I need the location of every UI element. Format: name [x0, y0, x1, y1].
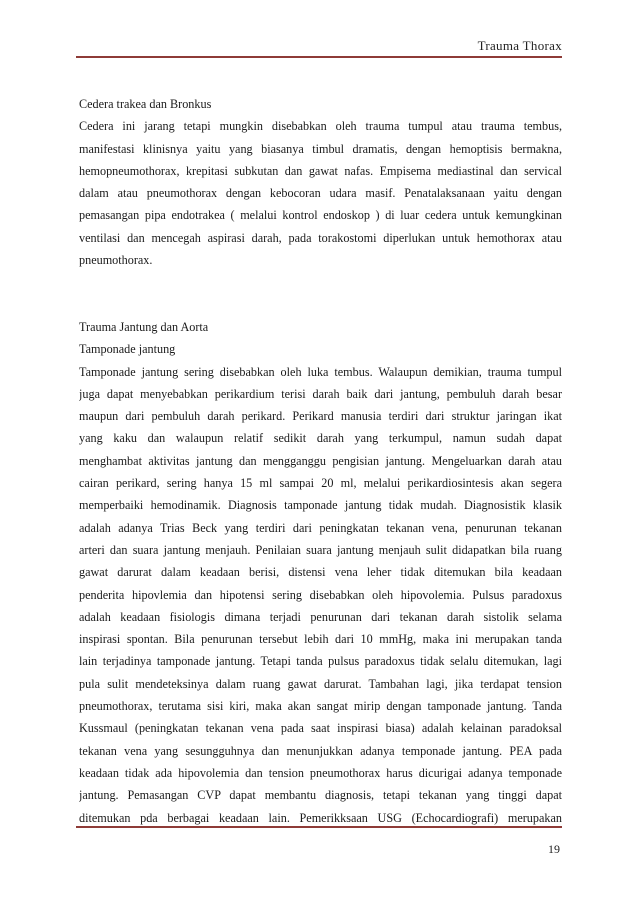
- text-line: maupun dari pembuluh darah perikard. Perikard manusia terdiri dari struktur jaringan ikat: [79, 409, 562, 424]
- text-line: lain terjadinya tamponade jantung. Tetapi tanda pulsus paradoxus tidak selalu ditemukan, lagi: [79, 654, 562, 669]
- text-line: cairan perikard, sering hanya 15 ml sampai 20 ml, melalui perikardiosintesis akan segera: [79, 476, 562, 491]
- subheading-tamponade: Tamponade jantung: [79, 342, 176, 357]
- text-line: dalam atau pneumothorax dengan kebocoran udara masif. Penatalaksanaan yaitu dengan: [79, 186, 562, 201]
- text-line: Kussmaul (peningkatan tekanan vena pada saat inspirasi biasa) adalah kelainan paradoksal: [79, 721, 562, 736]
- text-line: keadaan tidak ada hipovolemia dan tension pneumothorax harus dicurigai adanya temponade: [79, 765, 562, 780]
- running-header-title: Trauma Thorax: [477, 38, 562, 53]
- text-line: adalah keadaan fisiologis dimana terjadi penurunan dari tekanan darah sistolik selama: [79, 609, 562, 624]
- text-line: ditemukan pda berbagai keadaan lain. Pemerikksaan USG (Echocardiografi) merupakan: [79, 810, 562, 825]
- text-line: jantung. Pemasangan CVP dapat membantu diagnosis, tetapi tekanan yang tinggi dapat: [79, 788, 562, 803]
- text-line: inspirasi spontan. Bila penurunan tersebut lebih dari 10 mmHg, maka ini merupakan tanda: [79, 632, 562, 647]
- text-line: manifestasi klinisnya yaitu yang biasanya timbul dramatis, dengan hemoptisis bermakna,: [79, 141, 562, 156]
- text-line: hemopneumothorax, krepitasi subkutan dan gawat nafas. Empisema mediastinal dan servical: [79, 163, 562, 178]
- header-rule: [76, 56, 562, 58]
- text-line: tekanan vena yang sesungguhnya dan menunjukkan adanya temponade jantung. PEA pada: [79, 743, 562, 758]
- blank-line: [79, 294, 562, 316]
- text-line: pneumothorax, terutama sisi kiri, maka akan sangat mirip dengan tamponade jantung. Tanda: [79, 699, 562, 714]
- section-heading-trakea: Cedera trakea dan Bronkus: [79, 97, 212, 111]
- text-line: yang kaku dan walaupun relatif sedikit darah yang terkumpul, namun sudah dapat: [79, 431, 562, 446]
- text-line: memperbaiki hemodinamik. Diagnosis tamponade jantung tidak mudah. Diagnosistik klasik: [79, 498, 562, 513]
- text-line: Tamponade jantung sering disebabkan oleh luka tembus. Walaupun demikian, trauma tumpul: [79, 364, 562, 379]
- text-line: pneumothorax.: [79, 253, 153, 268]
- text-line: pemasangan pipa endotrakea ( melalui kontrol endoskop ) di luar cedera untuk kemungkinan: [79, 208, 562, 223]
- paragraph-trakea: [79, 115, 562, 271]
- text-line: penderita hipovlemia dan hipotensi sering disebabkan oleh hipovolemia. Pulsus paradoxus: [79, 587, 562, 602]
- text-line: juga dapat menyebabkan perikardium terisi darah baik dari jantung, pembuluh darah besar: [79, 386, 562, 401]
- text-line: ventilasi dan mencegah aspirasi darah, pada torakostomi diperlukan untuk hemothorax atau: [79, 230, 562, 245]
- section-heading-jantung-aorta: Trauma Jantung dan Aorta: [79, 319, 209, 334]
- text-line: adalah adanya Trias Beck yang terdiri dari peningkatan tekanan vena, penurunan tekanan: [79, 520, 562, 535]
- body-text: [79, 93, 562, 829]
- text-line: arteri dan suara jantung menjauh. Penilaian suara jantung menjauh sulit didapatkan bila ruang: [79, 542, 562, 557]
- paragraph-tamponade: [79, 361, 562, 829]
- page-number: 19: [548, 842, 560, 856]
- text-line: pula sulit mendeteksinya dalam ruang gawat darurat. Tambahan lagi, jika terdapat tension: [79, 676, 562, 691]
- text-line: menghambat aktivitas jantung dan mengganggu pengisian jantung. Mengeluarkan darah atau: [79, 453, 562, 468]
- text-line: Cedera ini jarang tetapi mungkin disebabkan oleh trauma tumpul atau trauma tembus,: [79, 119, 562, 134]
- blank-line: [79, 271, 562, 293]
- footer-rule: [76, 826, 562, 828]
- text-line: gawat darurat dalam keadaan berisi, distensi vena leher tidak ditemukan bila keadaan: [79, 565, 562, 580]
